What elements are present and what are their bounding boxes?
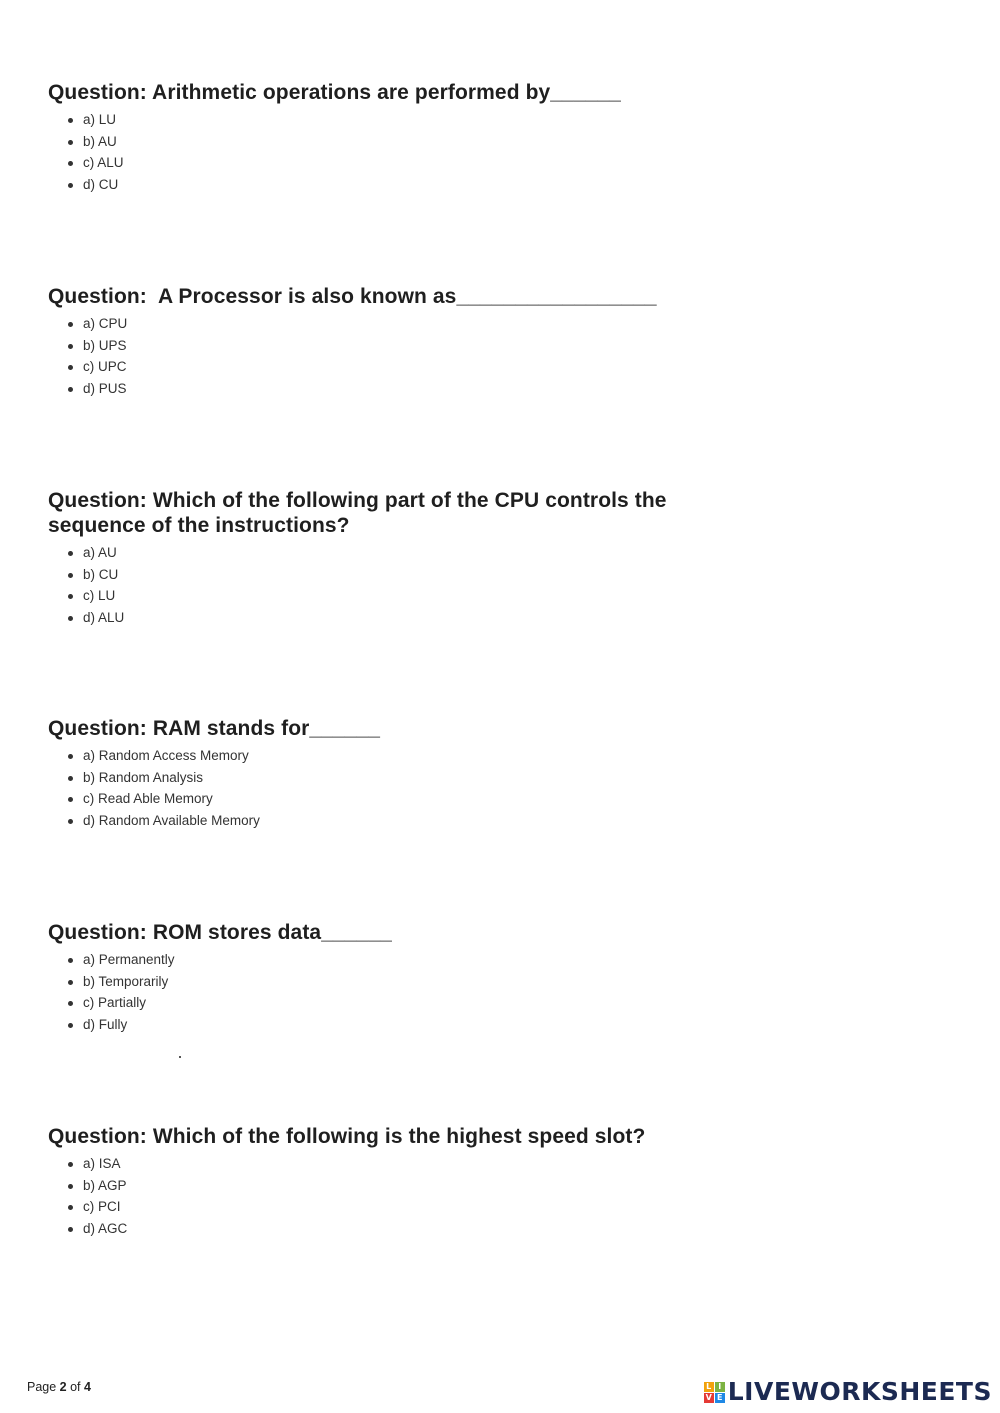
- option: d) Random Available Memory: [68, 810, 688, 832]
- question-1: [48, 80, 688, 195]
- option: b) AU: [68, 131, 688, 153]
- option: d) Fully: [68, 1014, 688, 1036]
- option: c) LU: [68, 585, 688, 607]
- option: b) UPS: [68, 335, 688, 357]
- option: d) PUS: [68, 378, 688, 400]
- question-3-options: [48, 542, 688, 628]
- option: b) Temporarily: [68, 971, 688, 993]
- question-4-title: Question: RAM stands for______: [48, 717, 381, 740]
- question-2-options: [48, 313, 688, 399]
- page-total: 4: [84, 1380, 91, 1394]
- question-6-title: Question: Which of the following is the highest speed slot?: [48, 1125, 646, 1148]
- logo-tile: V: [705, 1392, 712, 1402]
- option: b) Random Analysis: [68, 767, 688, 789]
- option: b) CU: [68, 564, 688, 586]
- question-6-options: [48, 1153, 688, 1239]
- question-5-title: Question: ROM stores data______: [48, 921, 392, 944]
- option: b) AGP: [68, 1175, 688, 1197]
- question-2-title: Question: A Processor is also known as_________________: [48, 285, 657, 308]
- question-4: [48, 716, 688, 831]
- page-indicator: [27, 1380, 91, 1394]
- page-current: 2: [59, 1380, 67, 1394]
- question-4-options: [48, 745, 688, 831]
- question-2: [48, 284, 688, 399]
- option: c) UPC: [68, 356, 688, 378]
- stray-mark: [179, 1056, 181, 1058]
- question-1-options: [48, 109, 688, 195]
- question-1-title: Question: Arithmetic operations are performed by______: [48, 81, 621, 104]
- option: a) Random Access Memory: [68, 745, 688, 767]
- logo-tile: L: [704, 1382, 714, 1392]
- page-of: of: [66, 1380, 84, 1394]
- option: a) AU: [68, 542, 688, 564]
- brand-name: LIVEWORKSHEETS: [727, 1377, 992, 1406]
- question-3-title-line-2: sequence of the instructions?: [48, 514, 350, 537]
- option: d) AGC: [68, 1218, 688, 1240]
- question-3-title: [48, 488, 688, 538]
- liveworksheets-logo-icon: [704, 1382, 725, 1403]
- logo-tile: E: [715, 1393, 725, 1403]
- option: c) Partially: [68, 992, 688, 1014]
- option: a) ISA: [68, 1153, 688, 1175]
- question-6: [48, 1124, 688, 1239]
- logo-tile: I: [715, 1382, 725, 1392]
- option: d) ALU: [68, 607, 688, 629]
- page-prefix: Page: [27, 1380, 60, 1394]
- question-3: [48, 488, 688, 628]
- question-5: [48, 920, 688, 1035]
- option: c) Read Able Memory: [68, 788, 688, 810]
- option: c) ALU: [68, 152, 688, 174]
- brand-logo: [704, 1378, 992, 1406]
- option: c) PCI: [68, 1196, 688, 1218]
- question-3-title-line-1: Question: Which of the following part of the CPU controls the: [48, 489, 667, 512]
- option: a) Permanently: [68, 949, 688, 971]
- option: a) CPU: [68, 313, 688, 335]
- question-5-options: [48, 949, 688, 1035]
- option: a) LU: [68, 109, 688, 131]
- option: d) CU: [68, 174, 688, 196]
